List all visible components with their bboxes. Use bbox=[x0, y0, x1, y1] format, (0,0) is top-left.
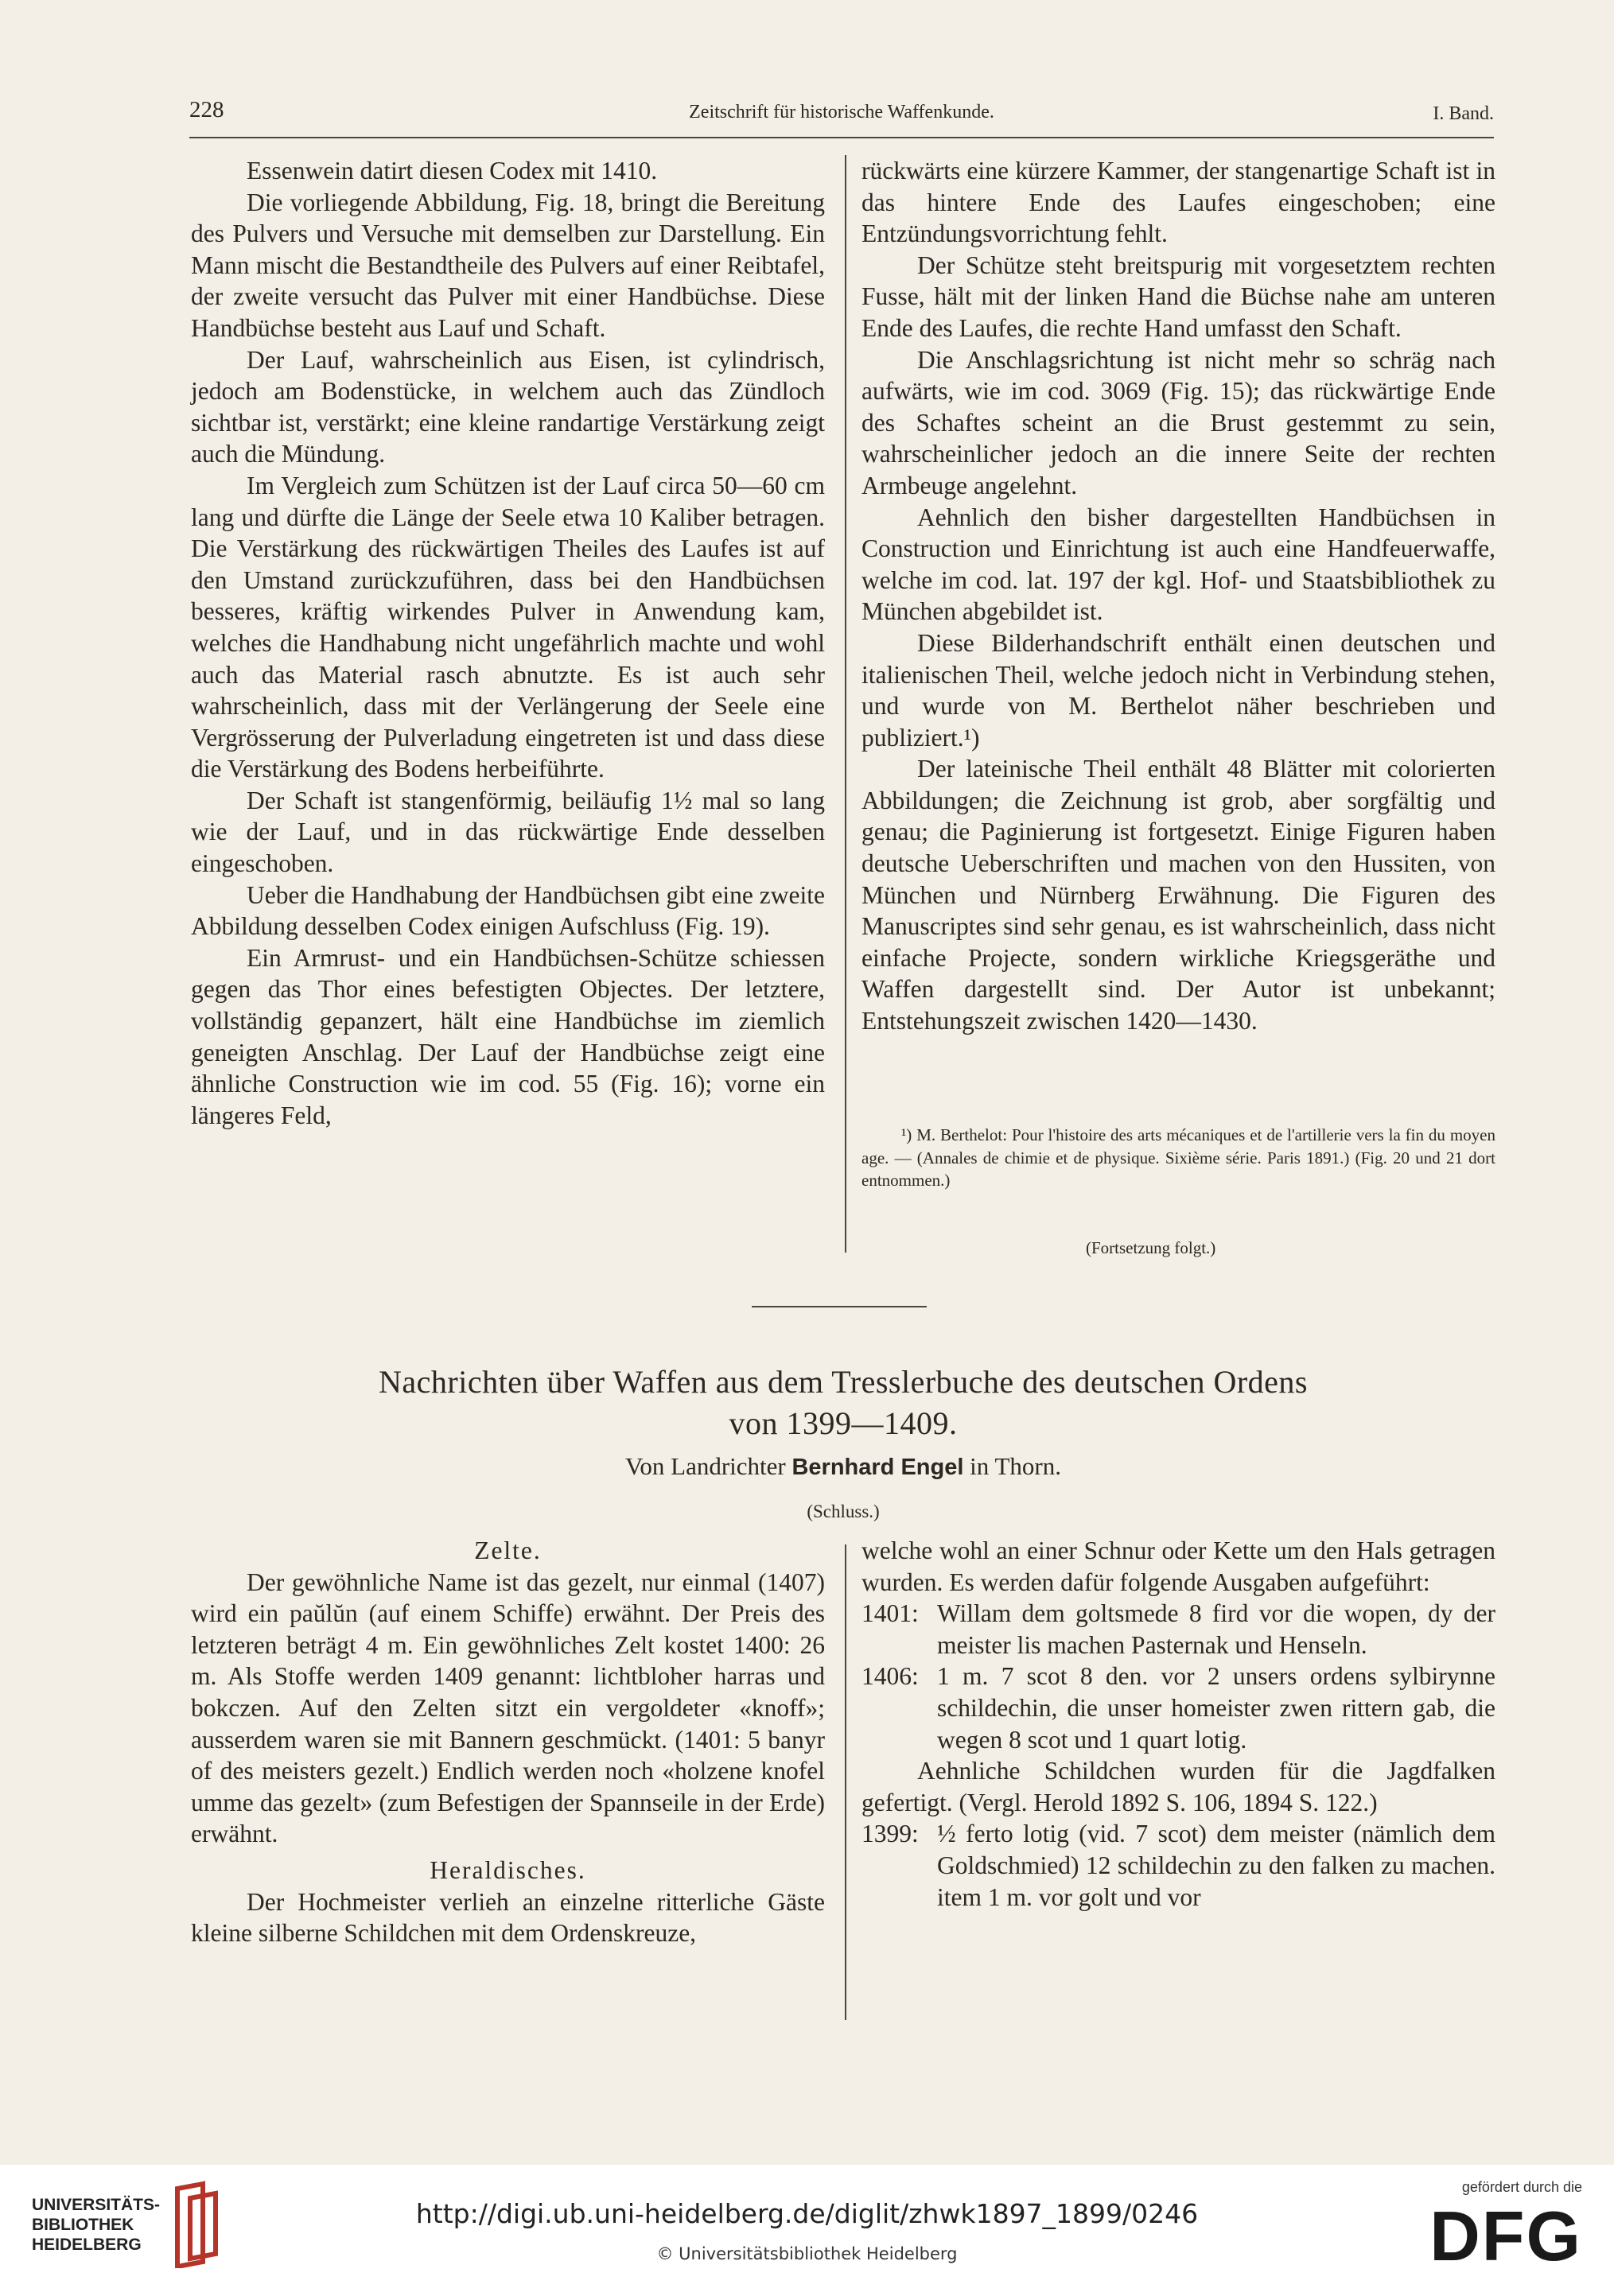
paragraph: Die vorliegende Abbildung, Fig. 18, bringt die Bereitung des Pulvers und Versuche mit demselben zur Darstellung. Ein Mann mischt die Bestandtheile des Pulvers auf einer Reibtafel, der zweite versucht das Pulver mit einer Handbüchse. Diese Handbüchse besteht aus Lauf und Schaft. bbox=[191, 188, 825, 342]
header-rule bbox=[189, 137, 1494, 138]
byline-suffix: in Thorn. bbox=[970, 1452, 1061, 1480]
entry-text: Willam dem goltsmede 8 fird vor die wopen, dy der meister lis machen Pasternak und Henseln. bbox=[937, 1599, 1495, 1659]
article-separator bbox=[752, 1306, 927, 1307]
article1-left-column bbox=[191, 155, 825, 1131]
paragraph: Der Schaft ist stangenförmig, beiläufig 1½ mal so lang wie der Lauf, und in das rückwärtige Ende desselben eingeschoben. bbox=[191, 786, 825, 878]
page-number: 228 bbox=[189, 97, 224, 122]
paragraph: Der lateinische Theil enthält 48 Blätter mit colorierten Abbildungen; die Zeichnung ist grob, aber sorgfältig und genau; die Paginierung ist fortgesetzt. Einige Figuren haben deutsche Ueberschriften und machen von den Hussiten, von München und Nürnberg Erwähnung. Die Figuren des Manuscriptes sind sehr genau, es ist wahrscheinlich, dass nicht einfache Projecte, sondern wirkliche Kriegsgeräthe und Waffen dargestellt sind. Der Autor ist unbekannt; Entstehungszeit zwischen 1420—1430. bbox=[861, 755, 1495, 1035]
paragraph: Im Vergleich zum Schützen ist der Lauf circa 50—60 cm lang und dürfte die Länge der Seele etwa 10 Kaliber betragen. Die Verstärkung des rückwärtigen Theiles des Laufes ist auf den Umstand zurückzuführen, dass bei den Handbüchsen besseres, kräftig wirkendes Pulver in Anwendung kam, welches die Handhabung nicht ungefährlich machte und wohl auch das Material rasch abnutzte. Es ist auch sehr wahrscheinlich, dass mit der Verlängerung der Seele eine Vergrösserung der Pulverladung eingetreten ist und dass diese die Verstärkung des Bodens herbeiführte. bbox=[191, 471, 825, 783]
part-note: (Schluss.) bbox=[807, 1502, 880, 1521]
entry-year: 1406: bbox=[861, 1662, 919, 1691]
paragraph: Der Schütze steht breitspurig mit vorgesetztem rechten Fusse, hält mit der linken Hand die Büchse nahe am unteren Ende des Laufes, die rechte Hand umfasst den Schaft. bbox=[861, 251, 1495, 342]
section-heading: Heraldisches. bbox=[430, 1855, 586, 1884]
paragraph: Der gewöhnliche Name ist das gezelt, nur einmal (1407) wird ein paŭlŭn (auf einem Schiffe) erwähnt. Der Preis des letzteren beträgt 4 m. Ein gewöhnliches Zelt kostet 1400: 26 m. Als Stoffe werden 1409 genannt: lichtbloher harras und bokczen. Auf den Zelten sitzt ein vergoldeter «knoff»; ausserdem waren sie mit Bannern geschmückt. (1401: 5 banyr of des meisters gezelt.) Endlich werden noch «holzene knofel umme das gezelt» (zum Befestigen der Spannseile in der Erde) erwähnt. bbox=[191, 1568, 825, 1848]
paragraph: Essenwein datirt diesen Codex mit 1410. bbox=[247, 157, 658, 185]
paragraph: Der Hochmeister verlieh an einzelne ritterliche Gäste kleine silberne Schildchen mit dem Ordenskreuze, bbox=[191, 1887, 825, 1948]
paragraph: Ueber die Handhabung der Handbüchsen gibt eine zweite Abbildung desselben Codex einigen Aufschluss (Fig. 19). bbox=[191, 880, 825, 941]
permalink[interactable]: http://digi.ub.uni-heidelberg.de/diglit/zhwk1897_1899/0246 bbox=[415, 2198, 1199, 2229]
article2-title bbox=[191, 1362, 1495, 1444]
funding-label: gefördert durch die bbox=[1461, 2179, 1582, 2195]
section-heading: Zelte. bbox=[474, 1536, 542, 1564]
journal-title: Zeitschrift für historische Waffenkunde. bbox=[689, 102, 994, 122]
paragraph: Ein Armrust- und ein Handbüchsen-Schütze schiessen gegen das Thor eines befestigten Objectes. Der letztere, vollständig gepanzert, hält eine Handbüchse im ziemlich geneigten Anschlag. Der Lauf der Handbüchse zeigt eine ähnliche Construction wie im cod. 55 (Fig. 16); vorne ein längeres Feld, bbox=[191, 943, 825, 1129]
author-name: Bernhard Engel bbox=[791, 1455, 964, 1480]
title-line-2: von 1399—1409. bbox=[729, 1405, 958, 1441]
entry-text: 1 m. 7 scot 8 den. vor 2 unsers ordens sylbirynne schildechin, die unser homeister zwen rittern gab, die wegen 8 scot und 1 quart lotig. bbox=[937, 1662, 1495, 1754]
continuation-note: (Fortsetzung folgt.) bbox=[1086, 1238, 1216, 1257]
title-line-1: Nachrichten über Waffen aus dem Tresslerbuche des deutschen Ordens bbox=[379, 1364, 1308, 1400]
volume-label: I. Band. bbox=[1433, 103, 1494, 124]
dfg-logo: DFG bbox=[1429, 2197, 1582, 2275]
paragraph: Diese Bilderhandschrift enthält einen deutschen und italienischen Theil, welche jedoch nicht in Verbindung stehen, und wurde von M. Berthelot näher beschrieben und publiziert.¹) bbox=[861, 628, 1495, 752]
library-name-line-2: BIBLIOTHEK bbox=[32, 2216, 134, 2234]
paragraph: Aehnliche Schildchen wurden für die Jagdfalken gefertigt. (Vergl. Herold 1892 S. 106, 1894 S. 122.) bbox=[861, 1757, 1495, 1816]
entry-year: 1401: bbox=[861, 1599, 919, 1628]
entry-year: 1399: bbox=[861, 1820, 919, 1848]
entry-text: ½ ferto lotig (vid. 7 scot) dem meister (nämlich dem Goldschmied) 12 schildechin zu den falken zu machen. item 1 m. vor golt und vor bbox=[937, 1820, 1495, 1911]
ledger-entry bbox=[861, 1598, 1495, 1661]
digitization-footer bbox=[0, 2165, 1614, 2296]
library-name-line-1: UNIVERSITÄTS- bbox=[32, 2196, 161, 2214]
copyright-notice: © Universitätsbibliothek Heidelberg bbox=[656, 2244, 958, 2263]
column-divider bbox=[845, 155, 846, 1253]
article2-left-column bbox=[191, 1535, 825, 1949]
paragraph: Der Lauf, wahrscheinlich aus Eisen, ist cylindrisch, jedoch am Bodenstücke, in welchem auch das Zündloch sichtbar ist, verstärkt; eine kleine randartige Verstärkung zeigt auch die Mündung. bbox=[191, 345, 825, 468]
paragraph: Die Anschlagsrichtung ist nicht mehr so schräg nach aufwärts, wie im cod. 3069 (Fig. 15); das rückwärtige Ende des Schaftes scheint an die Brust gestemmt zu sein, wahrscheinlicher jedoch an die innere Seite der rechten Armbeuge angelehnt. bbox=[861, 345, 1495, 499]
column-divider bbox=[845, 1544, 846, 2020]
article2-right-column bbox=[861, 1535, 1495, 1913]
article1-right-column bbox=[861, 155, 1495, 1037]
paragraph: welche wohl an einer Schnur oder Kette um den Hals getragen wurden. Es werden dafür folgende Ausgaben aufgeführt: bbox=[861, 1536, 1495, 1596]
footnote: ¹) M. Berthelot: Pour l'histoire des arts mécaniques et de l'artillerie vers la fin du moyen age. — (Annales de chimie et de physique. Sixième série. Paris 1891.) (Fig. 20 und 21 dort entnommen.) bbox=[861, 1125, 1495, 1190]
paragraph: Aehnlich den bisher dargestellten Handbüchsen in Construction und Einrichtung ist auch eine Handfeuerwaffe, welche im cod. lat. 197 der kgl. Hof- und Staatsbibliothek zu München abgebildet ist. bbox=[861, 503, 1495, 626]
byline bbox=[191, 1452, 1495, 1481]
ledger-entry bbox=[861, 1818, 1495, 1913]
ledger-entry bbox=[861, 1661, 1495, 1755]
library-name-line-3: HEIDELBERG bbox=[32, 2236, 142, 2254]
paragraph: rückwärts eine kürzere Kammer, der stangenartige Schaft ist in das hintere Ende des Laufes eingeschoben; eine Entzündungsvorrichtung fehlt. bbox=[861, 157, 1495, 248]
running-header bbox=[189, 97, 1494, 135]
byline-prefix: Von Landrichter bbox=[625, 1452, 786, 1480]
